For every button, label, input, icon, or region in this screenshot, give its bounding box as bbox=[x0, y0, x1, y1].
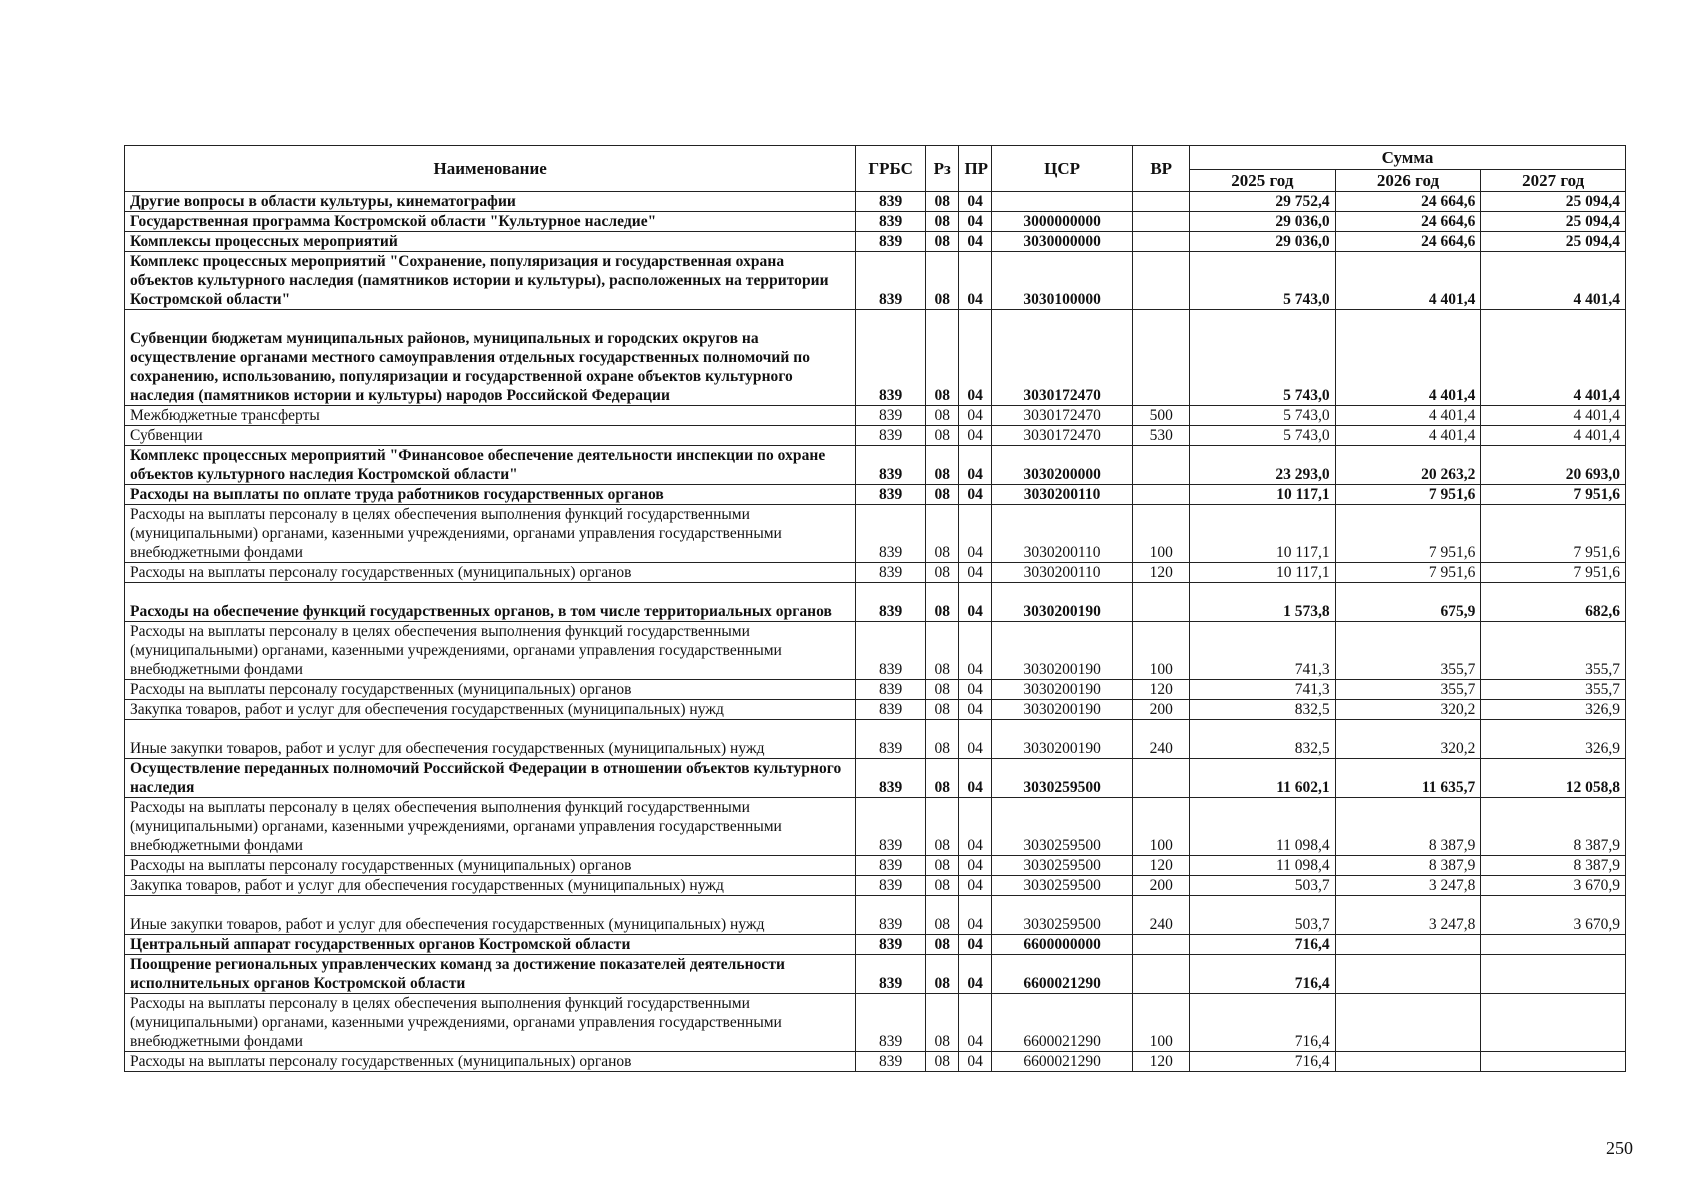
row-rz: 08 bbox=[926, 212, 959, 232]
row-vr: 100 bbox=[1133, 622, 1190, 680]
row-sum-2026: 355,7 bbox=[1335, 622, 1481, 680]
table-row bbox=[125, 720, 1626, 759]
row-sum-2027: 4 401,4 bbox=[1481, 426, 1626, 446]
row-rz: 08 bbox=[926, 232, 959, 252]
row-vr: 120 bbox=[1133, 563, 1190, 583]
row-vr: 240 bbox=[1133, 896, 1190, 935]
header-vr: ВР bbox=[1133, 146, 1190, 192]
row-sum-2026 bbox=[1335, 1052, 1481, 1072]
row-vr: 100 bbox=[1133, 505, 1190, 563]
row-sum-2026: 20 263,2 bbox=[1335, 446, 1481, 485]
row-sum-2027: 8 387,9 bbox=[1481, 798, 1626, 856]
row-name: Расходы на выплаты персоналу в целях обеспечения выполнения функций государственными (муниципальными) органами, казенными учреждениями, органами управления государственными внебюджетными фондами bbox=[125, 622, 856, 680]
row-vr bbox=[1133, 583, 1190, 622]
row-grbs: 839 bbox=[856, 994, 926, 1052]
row-sum-2027: 4 401,4 bbox=[1481, 310, 1626, 406]
row-sum-2026: 4 401,4 bbox=[1335, 310, 1481, 406]
row-sum-2026: 320,2 bbox=[1335, 700, 1481, 720]
row-rz: 08 bbox=[926, 310, 959, 406]
row-rz: 08 bbox=[926, 1052, 959, 1072]
row-sum-2025: 10 117,1 bbox=[1190, 563, 1336, 583]
row-sum-2026: 7 951,6 bbox=[1335, 485, 1481, 505]
table-row bbox=[125, 505, 1626, 563]
row-sum-2027 bbox=[1481, 1052, 1626, 1072]
row-grbs: 839 bbox=[856, 720, 926, 759]
row-sum-2025: 11 098,4 bbox=[1190, 798, 1336, 856]
row-name: Расходы на выплаты персоналу государственных (муниципальных) органов bbox=[125, 680, 856, 700]
table-row bbox=[125, 622, 1626, 680]
row-csr: 3030200190 bbox=[991, 680, 1133, 700]
row-name: Субвенции бюджетам муниципальных районов, муниципальных и городских округов на осуществление органами местного самоуправления отдельных государственных полномочий по сохранению, использованию, популяризации и государственной охране объектов культурного наследия (памятников истории и культуры) народов Российской Федерации bbox=[125, 310, 856, 406]
row-grbs: 839 bbox=[856, 485, 926, 505]
row-csr: 3000000000 bbox=[991, 212, 1133, 232]
row-pr: 04 bbox=[959, 406, 991, 426]
row-csr: 3030200190 bbox=[991, 583, 1133, 622]
row-sum-2025: 29 752,4 bbox=[1190, 192, 1336, 212]
row-name: Комплекс процессных мероприятий "Финансовое обеспечение деятельности инспекции по охране объектов культурного наследия Костромской области" bbox=[125, 446, 856, 485]
row-vr: 500 bbox=[1133, 406, 1190, 426]
row-grbs: 839 bbox=[856, 798, 926, 856]
row-sum-2025: 716,4 bbox=[1190, 955, 1336, 994]
row-vr: 530 bbox=[1133, 426, 1190, 446]
row-sum-2026: 24 664,6 bbox=[1335, 212, 1481, 232]
header-rz: Рз bbox=[926, 146, 959, 192]
row-sum-2027: 25 094,4 bbox=[1481, 212, 1626, 232]
row-pr: 04 bbox=[959, 583, 991, 622]
table-row bbox=[125, 232, 1626, 252]
row-sum-2027: 25 094,4 bbox=[1481, 232, 1626, 252]
row-sum-2026 bbox=[1335, 994, 1481, 1052]
row-grbs: 839 bbox=[856, 583, 926, 622]
row-name: Другие вопросы в области культуры, кинематографии bbox=[125, 192, 856, 212]
row-name: Расходы на выплаты персоналу государственных (муниципальных) органов bbox=[125, 856, 856, 876]
row-vr: 120 bbox=[1133, 680, 1190, 700]
row-pr: 04 bbox=[959, 720, 991, 759]
row-sum-2027 bbox=[1481, 935, 1626, 955]
row-csr bbox=[991, 192, 1133, 212]
row-grbs: 839 bbox=[856, 406, 926, 426]
row-csr: 3030200190 bbox=[991, 700, 1133, 720]
row-rz: 08 bbox=[926, 192, 959, 212]
row-sum-2026: 4 401,4 bbox=[1335, 252, 1481, 310]
table-row bbox=[125, 1052, 1626, 1072]
row-pr: 04 bbox=[959, 1052, 991, 1072]
table-row bbox=[125, 252, 1626, 310]
row-sum-2027: 7 951,6 bbox=[1481, 563, 1626, 583]
row-sum-2026: 675,9 bbox=[1335, 583, 1481, 622]
row-vr bbox=[1133, 759, 1190, 798]
row-name: Межбюджетные трансферты bbox=[125, 406, 856, 426]
row-csr: 3030200110 bbox=[991, 485, 1133, 505]
row-sum-2026 bbox=[1335, 935, 1481, 955]
row-sum-2025: 716,4 bbox=[1190, 935, 1336, 955]
row-vr bbox=[1133, 935, 1190, 955]
row-pr: 04 bbox=[959, 252, 991, 310]
row-sum-2025: 1 573,8 bbox=[1190, 583, 1336, 622]
row-name: Расходы на выплаты персоналу государственных (муниципальных) органов bbox=[125, 1052, 856, 1072]
header-summa: Сумма bbox=[1190, 146, 1626, 170]
row-name: Расходы на выплаты персоналу государственных (муниципальных) органов bbox=[125, 563, 856, 583]
header-name: Наименование bbox=[125, 146, 856, 192]
row-grbs: 839 bbox=[856, 759, 926, 798]
header-pr: ПР bbox=[959, 146, 991, 192]
header-grbs: ГРБС bbox=[856, 146, 926, 192]
budget-table bbox=[124, 145, 1626, 1072]
row-sum-2027: 8 387,9 bbox=[1481, 856, 1626, 876]
row-csr: 3030172470 bbox=[991, 426, 1133, 446]
row-sum-2025: 503,7 bbox=[1190, 896, 1336, 935]
row-csr: 3030172470 bbox=[991, 310, 1133, 406]
row-sum-2025: 741,3 bbox=[1190, 622, 1336, 680]
row-pr: 04 bbox=[959, 232, 991, 252]
row-grbs: 839 bbox=[856, 955, 926, 994]
row-sum-2025: 29 036,0 bbox=[1190, 212, 1336, 232]
row-sum-2027: 7 951,6 bbox=[1481, 505, 1626, 563]
row-grbs: 839 bbox=[856, 896, 926, 935]
row-pr: 04 bbox=[959, 505, 991, 563]
row-sum-2025: 29 036,0 bbox=[1190, 232, 1336, 252]
row-rz: 08 bbox=[926, 563, 959, 583]
row-rz: 08 bbox=[926, 622, 959, 680]
row-csr: 3030200110 bbox=[991, 505, 1133, 563]
table-row bbox=[125, 876, 1626, 896]
row-sum-2025: 716,4 bbox=[1190, 1052, 1336, 1072]
row-name: Расходы на выплаты персоналу в целях обеспечения выполнения функций государственными (муниципальными) органами, казенными учреждениями, органами управления государственными внебюджетными фондами bbox=[125, 505, 856, 563]
row-vr bbox=[1133, 212, 1190, 232]
row-grbs: 839 bbox=[856, 563, 926, 583]
row-grbs: 839 bbox=[856, 310, 926, 406]
row-pr: 04 bbox=[959, 759, 991, 798]
row-sum-2025: 716,4 bbox=[1190, 994, 1336, 1052]
row-sum-2026: 4 401,4 bbox=[1335, 426, 1481, 446]
row-sum-2027 bbox=[1481, 955, 1626, 994]
row-grbs: 839 bbox=[856, 426, 926, 446]
row-sum-2025: 10 117,1 bbox=[1190, 505, 1336, 563]
row-name: Расходы на выплаты по оплате труда работников государственных органов bbox=[125, 485, 856, 505]
row-sum-2026: 355,7 bbox=[1335, 680, 1481, 700]
table-row bbox=[125, 406, 1626, 426]
row-rz: 08 bbox=[926, 994, 959, 1052]
row-name: Расходы на выплаты персоналу в целях обеспечения выполнения функций государственными (муниципальными) органами, казенными учреждениями, органами управления государственными внебюджетными фондами bbox=[125, 994, 856, 1052]
row-sum-2026: 7 951,6 bbox=[1335, 563, 1481, 583]
row-csr: 3030100000 bbox=[991, 252, 1133, 310]
row-vr bbox=[1133, 252, 1190, 310]
header-year-2027: 2027 год bbox=[1481, 170, 1626, 192]
row-pr: 04 bbox=[959, 680, 991, 700]
row-sum-2027: 355,7 bbox=[1481, 622, 1626, 680]
row-rz: 08 bbox=[926, 583, 959, 622]
row-sum-2026 bbox=[1335, 955, 1481, 994]
row-name: Осуществление переданных полномочий Российской Федерации в отношении объектов культурного наследия bbox=[125, 759, 856, 798]
row-sum-2025: 11 098,4 bbox=[1190, 856, 1336, 876]
row-rz: 08 bbox=[926, 252, 959, 310]
row-rz: 08 bbox=[926, 446, 959, 485]
row-pr: 04 bbox=[959, 446, 991, 485]
row-grbs: 839 bbox=[856, 252, 926, 310]
row-grbs: 839 bbox=[856, 505, 926, 563]
row-name: Иные закупки товаров, работ и услуг для обеспечения государственных (муниципальных) нужд bbox=[125, 896, 856, 935]
row-vr: 200 bbox=[1133, 700, 1190, 720]
page-number: 250 bbox=[1606, 1138, 1633, 1158]
row-csr: 6600021290 bbox=[991, 955, 1133, 994]
row-csr: 3030259500 bbox=[991, 896, 1133, 935]
row-name: Комплексы процессных мероприятий bbox=[125, 232, 856, 252]
row-name: Государственная программа Костромской области "Культурное наследие" bbox=[125, 212, 856, 232]
row-sum-2027 bbox=[1481, 994, 1626, 1052]
header-year-2025: 2025 год bbox=[1190, 170, 1336, 192]
row-rz: 08 bbox=[926, 406, 959, 426]
row-pr: 04 bbox=[959, 856, 991, 876]
row-name: Субвенции bbox=[125, 426, 856, 446]
row-rz: 08 bbox=[926, 720, 959, 759]
row-rz: 08 bbox=[926, 680, 959, 700]
row-pr: 04 bbox=[959, 485, 991, 505]
row-grbs: 839 bbox=[856, 212, 926, 232]
row-sum-2026: 3 247,8 bbox=[1335, 876, 1481, 896]
row-sum-2026: 3 247,8 bbox=[1335, 896, 1481, 935]
row-rz: 08 bbox=[926, 896, 959, 935]
row-grbs: 839 bbox=[856, 446, 926, 485]
row-sum-2025: 10 117,1 bbox=[1190, 485, 1336, 505]
row-sum-2026: 7 951,6 bbox=[1335, 505, 1481, 563]
row-csr: 3030259500 bbox=[991, 856, 1133, 876]
row-vr bbox=[1133, 192, 1190, 212]
row-sum-2027: 326,9 bbox=[1481, 700, 1626, 720]
row-sum-2026: 320,2 bbox=[1335, 720, 1481, 759]
table-row bbox=[125, 935, 1626, 955]
row-rz: 08 bbox=[926, 798, 959, 856]
row-vr bbox=[1133, 485, 1190, 505]
table-row bbox=[125, 485, 1626, 505]
table-row bbox=[125, 700, 1626, 720]
row-sum-2027: 20 693,0 bbox=[1481, 446, 1626, 485]
row-csr: 3030200000 bbox=[991, 446, 1133, 485]
table-row bbox=[125, 759, 1626, 798]
row-pr: 04 bbox=[959, 955, 991, 994]
row-grbs: 839 bbox=[856, 876, 926, 896]
row-sum-2027: 4 401,4 bbox=[1481, 252, 1626, 310]
row-grbs: 839 bbox=[856, 680, 926, 700]
row-name: Расходы на обеспечение функций государственных органов, в том числе территориальных органов bbox=[125, 583, 856, 622]
row-sum-2027: 682,6 bbox=[1481, 583, 1626, 622]
row-sum-2027: 4 401,4 bbox=[1481, 406, 1626, 426]
row-pr: 04 bbox=[959, 700, 991, 720]
row-sum-2025: 5 743,0 bbox=[1190, 310, 1336, 406]
row-csr: 3030259500 bbox=[991, 876, 1133, 896]
row-pr: 04 bbox=[959, 192, 991, 212]
table-row bbox=[125, 583, 1626, 622]
row-sum-2027: 355,7 bbox=[1481, 680, 1626, 700]
row-vr: 100 bbox=[1133, 798, 1190, 856]
row-pr: 04 bbox=[959, 426, 991, 446]
row-grbs: 839 bbox=[856, 700, 926, 720]
table-row bbox=[125, 856, 1626, 876]
header-csr: ЦСР bbox=[991, 146, 1133, 192]
row-sum-2026: 24 664,6 bbox=[1335, 232, 1481, 252]
row-sum-2025: 5 743,0 bbox=[1190, 406, 1336, 426]
row-grbs: 839 bbox=[856, 622, 926, 680]
row-rz: 08 bbox=[926, 426, 959, 446]
row-csr: 3030200190 bbox=[991, 622, 1133, 680]
row-name: Иные закупки товаров, работ и услуг для обеспечения государственных (муниципальных) нужд bbox=[125, 720, 856, 759]
row-rz: 08 bbox=[926, 856, 959, 876]
row-sum-2027: 3 670,9 bbox=[1481, 876, 1626, 896]
row-grbs: 839 bbox=[856, 1052, 926, 1072]
row-sum-2026: 8 387,9 bbox=[1335, 856, 1481, 876]
header-year-2026: 2026 год bbox=[1335, 170, 1481, 192]
row-rz: 08 bbox=[926, 505, 959, 563]
row-sum-2026: 24 664,6 bbox=[1335, 192, 1481, 212]
row-pr: 04 bbox=[959, 994, 991, 1052]
row-pr: 04 bbox=[959, 212, 991, 232]
row-pr: 04 bbox=[959, 310, 991, 406]
row-rz: 08 bbox=[926, 485, 959, 505]
row-sum-2026: 11 635,7 bbox=[1335, 759, 1481, 798]
row-sum-2026: 8 387,9 bbox=[1335, 798, 1481, 856]
row-name: Комплекс процессных мероприятий "Сохранение, популяризация и государственная охрана объектов культурного наследия (памятников истории и культуры), расположенных на территории Костромской области" bbox=[125, 252, 856, 310]
row-sum-2025: 11 602,1 bbox=[1190, 759, 1336, 798]
table-row bbox=[125, 426, 1626, 446]
row-vr bbox=[1133, 232, 1190, 252]
row-sum-2025: 741,3 bbox=[1190, 680, 1336, 700]
row-sum-2027: 7 951,6 bbox=[1481, 485, 1626, 505]
row-csr: 3030172470 bbox=[991, 406, 1133, 426]
row-pr: 04 bbox=[959, 935, 991, 955]
row-rz: 08 bbox=[926, 935, 959, 955]
table-row bbox=[125, 563, 1626, 583]
row-sum-2027: 12 058,8 bbox=[1481, 759, 1626, 798]
row-name: Закупка товаров, работ и услуг для обеспечения государственных (муниципальных) нужд bbox=[125, 700, 856, 720]
row-vr bbox=[1133, 446, 1190, 485]
row-sum-2025: 832,5 bbox=[1190, 700, 1336, 720]
row-name: Поощрение региональных управленческих команд за достижение показателей деятельности исполнительных органов Костромской области bbox=[125, 955, 856, 994]
row-grbs: 839 bbox=[856, 935, 926, 955]
row-csr: 3030259500 bbox=[991, 798, 1133, 856]
row-vr: 100 bbox=[1133, 994, 1190, 1052]
row-csr: 6600000000 bbox=[991, 935, 1133, 955]
row-vr: 120 bbox=[1133, 1052, 1190, 1072]
table-row bbox=[125, 680, 1626, 700]
row-sum-2027: 326,9 bbox=[1481, 720, 1626, 759]
row-sum-2025: 503,7 bbox=[1190, 876, 1336, 896]
row-pr: 04 bbox=[959, 876, 991, 896]
row-rz: 08 bbox=[926, 955, 959, 994]
row-sum-2025: 23 293,0 bbox=[1190, 446, 1336, 485]
row-grbs: 839 bbox=[856, 192, 926, 212]
table-row bbox=[125, 192, 1626, 212]
row-csr: 3030000000 bbox=[991, 232, 1133, 252]
row-grbs: 839 bbox=[856, 232, 926, 252]
row-pr: 04 bbox=[959, 896, 991, 935]
table-row bbox=[125, 896, 1626, 935]
row-vr: 240 bbox=[1133, 720, 1190, 759]
row-vr bbox=[1133, 955, 1190, 994]
row-csr: 6600021290 bbox=[991, 994, 1133, 1052]
budget-table-page bbox=[124, 145, 1626, 1072]
table-row bbox=[125, 212, 1626, 232]
row-sum-2027: 3 670,9 bbox=[1481, 896, 1626, 935]
table-row bbox=[125, 310, 1626, 406]
row-grbs: 839 bbox=[856, 856, 926, 876]
row-csr: 6600021290 bbox=[991, 1052, 1133, 1072]
row-sum-2025: 5 743,0 bbox=[1190, 252, 1336, 310]
row-vr: 200 bbox=[1133, 876, 1190, 896]
row-rz: 08 bbox=[926, 876, 959, 896]
row-sum-2025: 832,5 bbox=[1190, 720, 1336, 759]
row-rz: 08 bbox=[926, 700, 959, 720]
row-name: Центральный аппарат государственных органов Костромской области bbox=[125, 935, 856, 955]
row-pr: 04 bbox=[959, 622, 991, 680]
row-name: Закупка товаров, работ и услуг для обеспечения государственных (муниципальных) нужд bbox=[125, 876, 856, 896]
row-csr: 3030200190 bbox=[991, 720, 1133, 759]
row-vr bbox=[1133, 310, 1190, 406]
table-row bbox=[125, 446, 1626, 485]
row-sum-2027: 25 094,4 bbox=[1481, 192, 1626, 212]
row-pr: 04 bbox=[959, 798, 991, 856]
row-sum-2026: 4 401,4 bbox=[1335, 406, 1481, 426]
row-sum-2025: 5 743,0 bbox=[1190, 426, 1336, 446]
table-row bbox=[125, 955, 1626, 994]
row-rz: 08 bbox=[926, 759, 959, 798]
row-vr: 120 bbox=[1133, 856, 1190, 876]
row-csr: 3030259500 bbox=[991, 759, 1133, 798]
table-row bbox=[125, 994, 1626, 1052]
row-name: Расходы на выплаты персоналу в целях обеспечения выполнения функций государственными (муниципальными) органами, казенными учреждениями, органами управления государственными внебюджетными фондами bbox=[125, 798, 856, 856]
row-pr: 04 bbox=[959, 563, 991, 583]
table-row bbox=[125, 798, 1626, 856]
row-csr: 3030200110 bbox=[991, 563, 1133, 583]
